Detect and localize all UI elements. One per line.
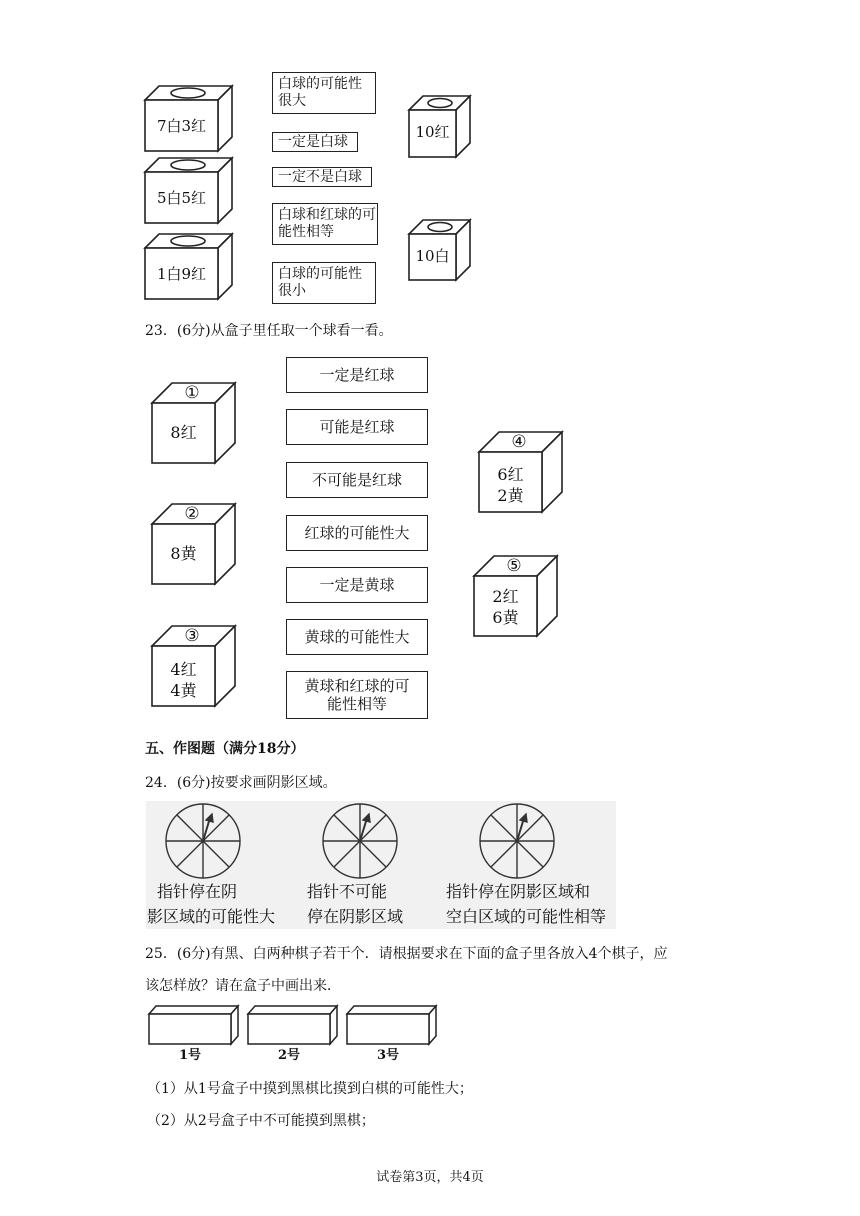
- q22-label-2: 一定是白球: [272, 132, 358, 152]
- q24-caption-2-line2: 停在阴影区域: [307, 907, 404, 926]
- q22-label-1: 白球的可能性很大: [272, 72, 376, 114]
- q24-caption-3-line2: 空白区域的可能性相等: [446, 907, 607, 926]
- q23-label-1: 一定是红球: [286, 357, 428, 393]
- q25-box-2-label: 2号: [277, 1048, 301, 1063]
- q23-cube-2-content: 8黄: [170, 544, 197, 563]
- q25-title-line1: 25．(6分)有黑、白两种棋子若干个．请根据要求在下面的盒子里各放入4个棋子，应: [145, 946, 668, 962]
- q22-box-5-label: 10白: [415, 247, 450, 265]
- q23-cube-4-number: ④: [511, 432, 527, 452]
- q23-cube-1-number: ①: [184, 383, 200, 403]
- q23-cube-5-line2: 6黄: [492, 608, 519, 627]
- q23-title: 23．(6分)从盒子里任取一个球看一看。: [145, 323, 393, 339]
- q22-box-2-label: 5白5红: [156, 189, 207, 207]
- q22-box-4-label: 10红: [415, 123, 450, 141]
- q25-box-1-label: 1号: [178, 1048, 202, 1063]
- q23-cube-4-line1: 6红: [497, 465, 524, 484]
- q23-label-7: 黄球和红球的可能性相等: [286, 671, 428, 719]
- q24-caption-1-line2: 影区域的可能性大: [147, 907, 276, 926]
- q23-label-2: 可能是红球: [286, 409, 428, 445]
- q24-caption-3-line1: 指针停在阴影区域和: [446, 882, 591, 901]
- q23-label-3: 不可能是红球: [286, 462, 428, 498]
- q23-cube-3-line1: 4红: [170, 660, 197, 679]
- q23-label-6: 黄球的可能性大: [286, 619, 428, 655]
- q23-label-5: 一定是黄球: [286, 567, 428, 603]
- q25-item-1: （1）从1号盒子中摸到黑棋比摸到白棋的可能性大；: [147, 1081, 473, 1097]
- q25-box-3-label: 3号: [376, 1048, 400, 1063]
- q23-cube-4-line2: 2黄: [497, 486, 524, 505]
- q24-caption-1-line1: 指针停在阴: [157, 882, 238, 901]
- q23-cube-3-number: ③: [184, 626, 200, 646]
- q25-item-2: （2）从2号盒子中不可能摸到黑棋；: [147, 1113, 375, 1129]
- q25-title-line2: 该怎样放？请在盒子中画出来．: [145, 978, 341, 994]
- q23-cube-5-line1: 2红: [492, 587, 519, 606]
- q24-caption-2-line1: 指针不可能: [307, 882, 388, 901]
- q22-label-3: 一定不是白球: [272, 167, 372, 187]
- q23-cube-2-number: ②: [184, 504, 200, 524]
- q22-label-5: 白球的可能性很小: [272, 262, 376, 304]
- q24-title: 24．(6分)按要求画阴影区域。: [145, 775, 337, 791]
- q22-label-4: 白球和红球的可能性相等: [272, 203, 378, 245]
- q22-box-3-label: 1白9红: [156, 265, 207, 283]
- q23-cube-1-content: 8红: [170, 423, 197, 442]
- q23-cube-3-line2: 4黄: [170, 681, 197, 700]
- section-5-title: 五、作图题（满分18分）: [145, 741, 305, 757]
- q23-cube-5-number: ⑤: [506, 556, 522, 576]
- q23-label-4: 红球的可能性大: [286, 515, 428, 551]
- page-footer: 试卷第3页，共4页: [376, 1170, 484, 1185]
- q22-box-1-label: 7白3红: [156, 117, 207, 135]
